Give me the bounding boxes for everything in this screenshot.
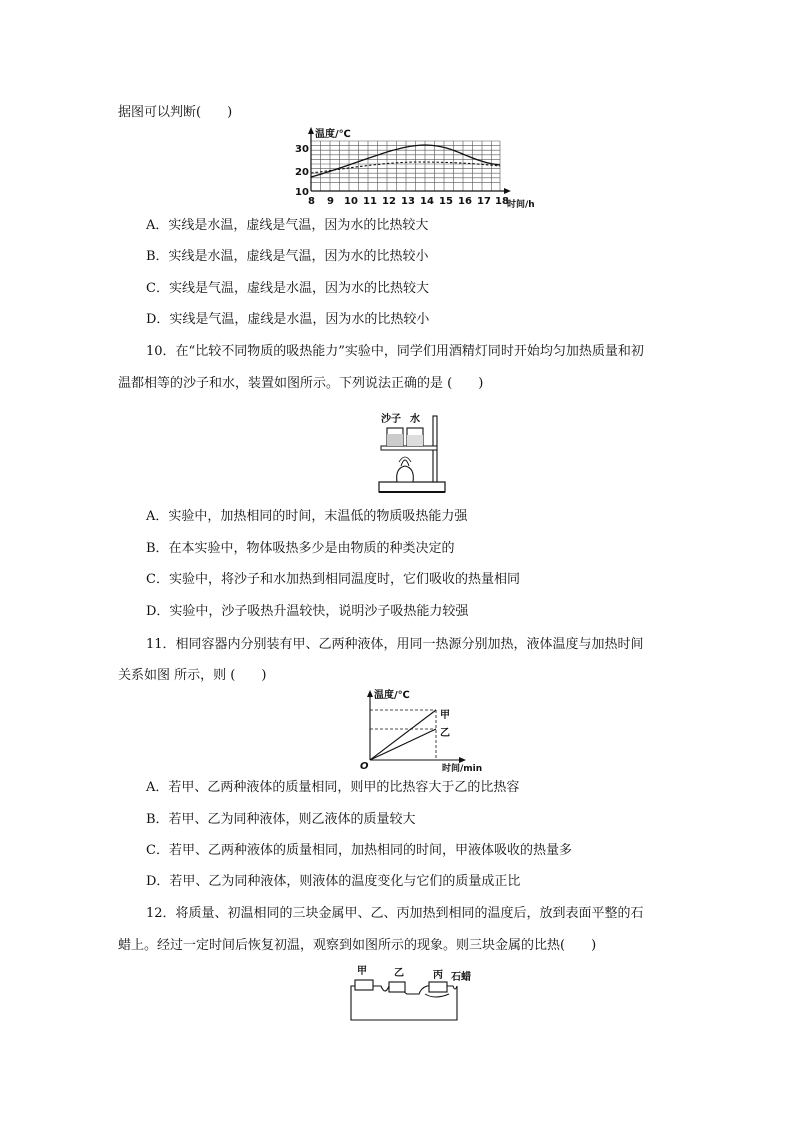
q9-y-tick-30: 30 xyxy=(295,144,309,155)
q11-x-axis-label: 时间/min xyxy=(442,764,483,772)
q9-x-tick: 18 xyxy=(495,196,509,207)
q10-option-c[interactable]: C．实验中，将沙子和水加热到相同温度时，它们吸收的热量相同 xyxy=(146,572,520,587)
q10-stem-line2: 温都相等的沙子和水，装置如图所示。下列说法正确的是 ( ) xyxy=(118,376,484,391)
q9-y-tick-20: 20 xyxy=(295,167,309,178)
q9-y-tick-10: 10 xyxy=(295,187,309,198)
q9-x-tick: 10 xyxy=(344,196,358,207)
q11-option-c[interactable]: C．若甲、乙两种液体的质量相同，加热相同的时间，甲液体吸收的热量多 xyxy=(146,843,572,858)
q11-temperature-time-chart xyxy=(358,688,490,772)
q10-label-water: 水 xyxy=(410,414,420,425)
q9-option-d[interactable]: D．实线是气温，虚线是水温，因为水的比热较小 xyxy=(146,312,430,327)
q9-x-tick: 9 xyxy=(327,196,334,207)
q12-label-wax: 石蜡 xyxy=(451,972,471,983)
q9-option-c[interactable]: C．实线是气温，虚线是水温，因为水的比热较大 xyxy=(146,281,429,296)
q10-option-d[interactable]: D．实验中，沙子吸热升温较快，说明沙子吸热能力较强 xyxy=(146,604,469,619)
q10-option-a[interactable]: A．实验中，加热相同的时间，末温低的物质吸热能力强 xyxy=(146,509,468,524)
q10-apparatus-figure xyxy=(375,410,450,495)
q10-option-b[interactable]: B．在本实验中，物体吸热多少是由物质的种类决定的 xyxy=(146,541,455,556)
q11-option-d[interactable]: D．若甲、乙为同种液体，则液体的温度变化与它们的质量成正比 xyxy=(146,874,521,889)
q12-label-b: 乙 xyxy=(394,968,404,979)
q11-origin-label: O xyxy=(360,761,369,772)
q9-x-tick: 16 xyxy=(458,196,472,207)
q9-option-b[interactable]: B．实线是水温，虚线是气温，因为水的比热较小 xyxy=(146,249,429,264)
q12-stem-line1: 12．将质量、初温相同的三块金属甲、乙、丙加热到相同的温度后，放到表面平整的石 xyxy=(146,906,644,921)
q9-x-tick: 8 xyxy=(308,196,315,207)
q9-x-axis-label: 时间/h xyxy=(507,200,535,209)
q9-option-a[interactable]: A．实线是水温，虚线是气温，因为水的比热较大 xyxy=(146,218,429,233)
q12-stem-line2: 蜡上。经过一定时间后恢复初温，观察到如图所示的现象。则三块金属的比热( ) xyxy=(118,938,597,953)
q12-label-c: 丙 xyxy=(433,970,443,981)
q9-y-axis-label: 温度/℃ xyxy=(315,129,351,140)
q9-x-tick: 15 xyxy=(439,196,453,207)
q10-label-sand: 沙子 xyxy=(381,414,401,425)
q11-y-axis-label: 温度/℃ xyxy=(374,690,410,701)
q11-option-a[interactable]: A．若甲、乙两种液体的质量相同，则甲的比热容大于乙的比热容 xyxy=(146,780,520,795)
q9-x-tick: 14 xyxy=(420,196,434,207)
q9-temperature-chart xyxy=(295,127,535,209)
q11-option-b[interactable]: B．若甲、乙为同种液体，则乙液体的质量较大 xyxy=(146,812,416,827)
q9-x-tick: 11 xyxy=(363,196,377,207)
q9-x-tick: 17 xyxy=(477,196,491,207)
q9-x-tick: 12 xyxy=(382,196,396,207)
q12-label-a: 甲 xyxy=(357,966,367,977)
q10-stem-line1: 10．在“比较不同物质的吸热能力”实验中，同学们用酒精灯同时开始均匀加热质量和初 xyxy=(146,344,644,359)
q11-series-b-label: 乙 xyxy=(440,728,450,739)
q9-x-tick: 13 xyxy=(401,196,415,207)
q11-series-a-label: 甲 xyxy=(440,710,450,721)
q11-stem-line2: 关系如图 所示，则 ( ) xyxy=(118,668,267,683)
q9-stem-tail: 据图可以判断( ) xyxy=(118,105,233,120)
q12-wax-figure xyxy=(345,962,480,1024)
q11-stem-line1: 11．相同容器内分别装有甲、乙两种液体，用同一热源分别加热，液体温度与加热时间 xyxy=(146,637,644,652)
